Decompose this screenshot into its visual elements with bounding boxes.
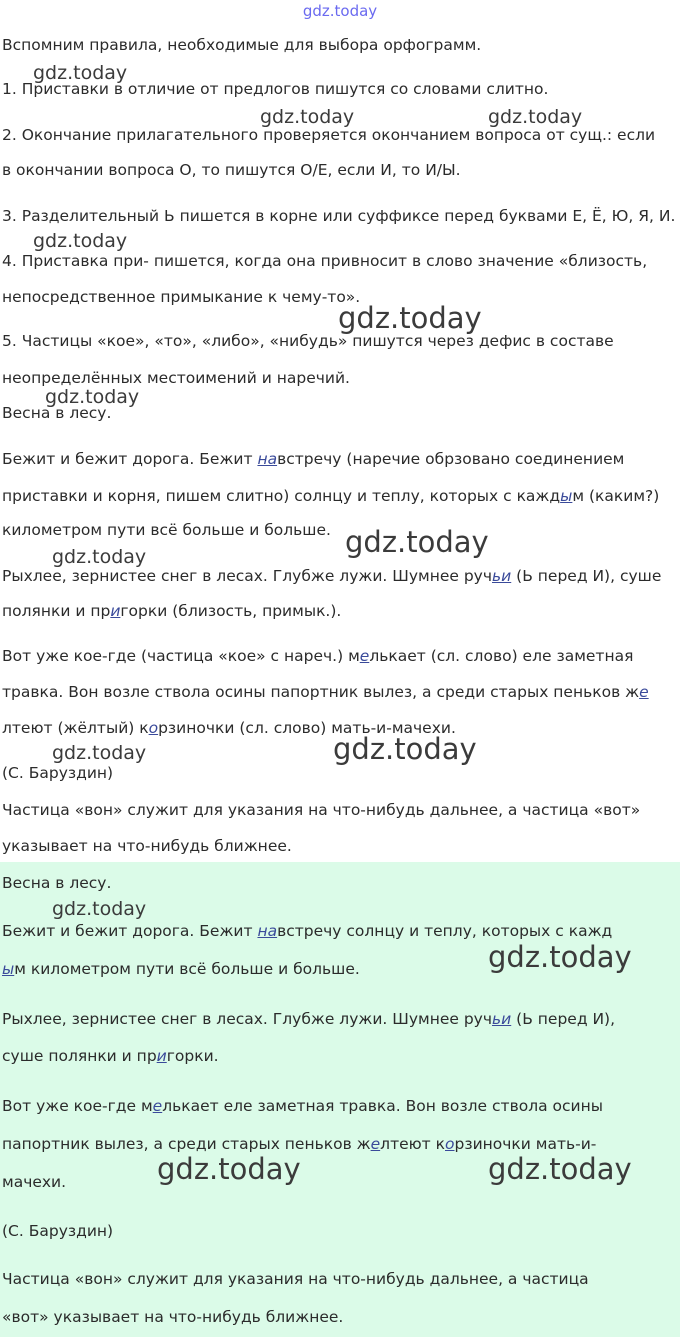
- watermark: gdz.today: [338, 301, 482, 335]
- answer-line: ым километром пути всё больше и больше.: [2, 960, 360, 978]
- watermark: gdz.today: [345, 525, 489, 559]
- watermark: gdz.today: [333, 732, 477, 766]
- answer-title: Весна в лесу.: [2, 874, 112, 892]
- answer-line: Бежит и бежит дорога. Бежит навстречу солнцу и теплу, которых с кажд: [2, 922, 613, 940]
- analysis-line: Рыхлее, зернистее снег в лесах. Глубже лужи. Шумнее ручьи (Ь перед И), суше: [2, 567, 662, 585]
- highlighted-letter: ы: [2, 960, 15, 978]
- rule-5: 5. Частицы «кое», «то», «либо», «нибудь» пишутся через дефис в составе: [2, 332, 614, 350]
- highlighted-letter: и: [156, 1047, 167, 1065]
- answer-line: Вот уже кое-где мелькает еле заметная травка. Вон возле ствола осины: [2, 1097, 603, 1115]
- analysis-line: травка. Вон возле ствола осины папортник вылез, а среди старых пеньков же: [2, 683, 649, 701]
- highlighted-letter: о: [148, 719, 159, 737]
- rule-3: 3. Разделительный Ь пишется в корне или суффиксе перед буквами Е, Ё, Ю, Я, И.: [2, 207, 676, 225]
- highlighted-letter: е: [639, 683, 649, 701]
- highlighted-letter: е: [152, 1097, 163, 1115]
- rule-4: 4. Приставка при- пишется, когда она привносит в слово значение «близость,: [2, 252, 648, 270]
- analysis-note-cont: указывает на что-нибудь ближнее.: [2, 837, 292, 855]
- analysis-line: Бежит и бежит дорога. Бежит навстречу (наречие обрзовано соединением: [2, 450, 625, 468]
- highlighted-letter: на: [257, 922, 278, 940]
- analysis-note: Частица «вон» служит для указания на что-нибудь дальнее, а частица «вот»: [2, 801, 641, 819]
- highlighted-letter: е: [370, 1135, 381, 1153]
- rule-4-cont: непосредственное примыкание к чему-то».: [2, 288, 361, 306]
- analysis-line: Вот уже кое-где (частица «кое» с нареч.) мелькает (сл. слово) еле заметная: [2, 647, 634, 665]
- highlighted-letter: о: [445, 1135, 455, 1153]
- highlighted-letter: и: [110, 602, 121, 620]
- answer-line: Рыхлее, зернистее снег в лесах. Глубже лужи. Шумнее ручьи (Ь перед И),: [2, 1010, 616, 1028]
- answer-line: суше полянки и пригорки.: [2, 1047, 219, 1065]
- analysis-line: лтеют (жёлтый) корзиночки (сл. слово) мать-и-мачехи.: [2, 719, 456, 737]
- analysis-title: Весна в лесу.: [2, 404, 112, 422]
- watermark: gdz.today: [488, 106, 583, 128]
- watermark: gdz.today: [33, 230, 128, 252]
- watermark: gdz.today: [157, 1152, 301, 1186]
- analysis-line: километром пути всё больше и больше.: [2, 521, 331, 539]
- answer-line: папортник вылез, а среди старых пеньков желтеют корзиночки мать-и-: [2, 1135, 597, 1153]
- watermark: gdz.today: [52, 742, 147, 764]
- watermark: gdz.today: [52, 546, 147, 568]
- highlighted-letter: на: [257, 450, 278, 468]
- watermark: gdz.today: [260, 106, 355, 128]
- highlighted-letter: е: [359, 647, 370, 665]
- watermark: gdz.today: [45, 386, 140, 408]
- watermark: gdz.today: [33, 62, 128, 84]
- answer-note-cont: «вот» указывает на что-нибудь ближнее.: [2, 1308, 344, 1326]
- rule-1: 1. Приставки в отличие от предлогов пишутся со словами слитно.: [2, 80, 549, 98]
- answer-line: мачехи.: [2, 1173, 67, 1191]
- rule-2-cont: в окончании вопроса О, то пишутся О/Е, если И, то И/Ы.: [2, 161, 461, 179]
- rule-5-cont: неопределённых местоимений и наречий.: [2, 369, 350, 387]
- highlighted-letter: ьи: [492, 567, 512, 585]
- watermark: gdz.today: [52, 898, 147, 920]
- rules-intro: Вспомним правила, необходимые для выбора орфограмм.: [2, 36, 482, 54]
- watermark: gdz.today: [488, 1152, 632, 1186]
- top-watermark: gdz.today: [302, 2, 378, 20]
- rule-2: 2. Окончание прилагательного проверяется окончанием вопроса от сущ.: если: [2, 126, 656, 144]
- analysis-line: полянки и пригорки (близость, примык.).: [2, 602, 342, 620]
- answer-note: Частица «вон» служит для указания на что-нибудь дальнее, а частица: [2, 1270, 589, 1288]
- highlighted-letter: ы: [560, 487, 573, 505]
- analysis-author: (С. Баруздин): [2, 764, 114, 782]
- answer-author: (С. Баруздин): [2, 1222, 114, 1240]
- analysis-line: приставки и корня, пишем слитно) солнцу и теплу, которых с каждым (каким?): [2, 487, 660, 505]
- highlighted-letter: ьи: [492, 1010, 512, 1028]
- watermark: gdz.today: [488, 940, 632, 974]
